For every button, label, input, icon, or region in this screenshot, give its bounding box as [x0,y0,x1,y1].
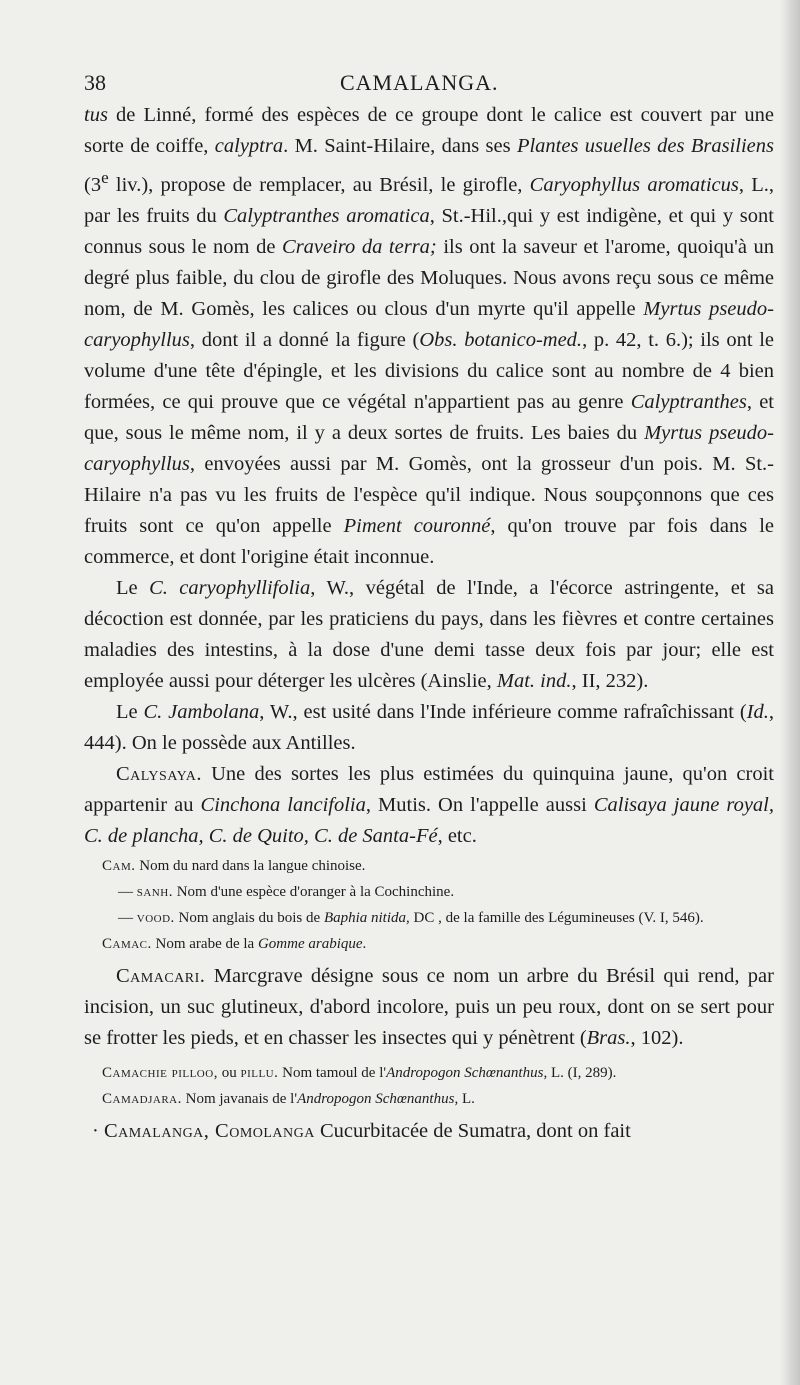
italic-text: Caryophyllus aromaticus [529,173,739,196]
italic-text: Calisaya jaune royal, C. de plancha, C. de Quito, C. de Santa-Fé [84,793,774,847]
entry-headword: Camachie pilloo, [102,1064,218,1081]
running-title: CAMALANGA. [340,70,499,95]
body-text: , L. (I, 289). [543,1064,617,1081]
body-text: , p. 42, t. 6.); ils ont le volume d'une tête d'épingle, et les divisions du calice sont au nombre de 4 bien formées, ce qui prouve que ce végétal n'appartient pas au genre [84,328,774,413]
paragraph-jambolana [84,697,774,759]
body-text: Nom javanais de l' [181,1090,298,1107]
entry-camwood [84,907,774,929]
body-text: Une des sortes les plus estimées du quinquina jaune, qu'on croit appartenir au [84,762,774,816]
body-text: Nom d'une espèce d'oranger à la Cochinchine. [172,883,455,900]
body-text: , Mutis. On l'appelle aussi [365,793,594,816]
italic-text: Myrtus pseudo-caryophyllus [84,297,774,351]
italic-text: Mat. ind. [496,669,572,692]
body-text: , 444). On le possède aux Antilles. [84,700,774,754]
body-text: , 102). [630,1026,684,1049]
body-text: , qu'on trouve par fois dans le commerce, et dont l'origine était inconnue. [84,514,774,568]
italic-text: calyptra [214,135,284,157]
body-text: Marcgrave désigne sous ce nom un arbre du Brésil qui rend, par incision, un suc glutineux, d'abord incolore, puis un peu roux, dont on se sert pour se frotter les pieds, et en chasser les insectes qui y pénètrent ( [84,964,774,1049]
body-text: , II, 232). [571,669,649,692]
body-text: (3 [84,173,102,196]
body-text: , L., par les fruits du [84,173,774,227]
italic-text: Obs. botanico-med. [419,328,583,351]
entry-headword: Camac. [102,935,152,952]
body-text: ou [217,1064,241,1081]
entry-headword: pillu. [240,1064,279,1081]
entry-camac [84,933,774,955]
body-text: Nom anglais du bois de [174,909,324,926]
entry-headword: Camadjara. [102,1090,182,1107]
body-text: de Linné, formé des espèces de ce groupe dont le calice est couvert par une sorte de coiffe, [84,104,774,157]
entry-headword: vood. [136,909,175,926]
italic-text: Gomme arabique [257,935,363,952]
entry-camalanga [84,1116,774,1147]
dash: — [118,909,137,926]
dash: — [118,883,137,900]
body-text: · [92,1119,104,1142]
entry-headword: Camacari. [116,964,206,987]
italic-text: Id. [746,700,769,723]
page-spine-shadow [780,0,800,1385]
body-text: , dont il a donné la figure ( [189,328,420,351]
page-body [84,100,774,1147]
italic-text: Myrtus pseudo-caryophyllus [84,421,774,475]
italic-text: Calyptranthes [630,390,747,413]
body-text: Nom du nard dans la langue chinoise. [135,857,366,874]
body-text: , St.-Hil.,qui y est indigène, et qui y sont connus sous le nom de [84,204,774,258]
italic-text: Piment couronné [343,514,491,537]
entry-camacari [84,961,774,1054]
entry-camachie-pilloo [84,1062,774,1084]
body-text: , DC , de la famille des Légumineuses (V. I, 546). [406,909,704,926]
italic-text: Cinchona lancifolia [200,793,366,816]
paragraph-calyptranthes [84,100,774,573]
body-text: ils ont la saveur et l'arome, quoiqu'à un degré plus faible, du clou de girofle des Moluques. Nous avons reçu sous ce même nom, de M. Gomès, les calices ou clous d'un myrte qu'il appelle [84,235,775,320]
paragraph-caryophyllifolia [84,573,774,697]
body-text: Le [116,576,150,599]
body-text: Le [116,700,144,723]
page-number: 38 [84,70,106,95]
body-text: , etc. [437,824,477,847]
body-text: Nom arabe de la [151,935,258,952]
body-text: , et que, sous le même nom, il y a deux sortes de fruits. Les baies du [84,390,775,444]
italic-text: C. Jambolana [143,700,260,723]
italic-text: C. caryophyllifolia [149,576,311,599]
body-text: liv.), propose de remplacer, au Brésil, le girofle, [108,173,530,196]
italic-text: Calyptranthes aromatica [223,204,430,227]
body-text: , envoyées aussi par M. Gomès, ont la grosseur d'un pois. M. St.-Hilaire n'a pas vu les fruits de l'espèce qu'il indique. Nous soupçonnons que ces fruits sont ce qu'on appelle [84,452,774,537]
body-text: , W., est usité dans l'Inde inférieure comme rafraîchissant ( [259,700,747,723]
entry-headword: Cam. [102,857,136,874]
italic-text: Baphia nitida [323,909,407,926]
superscript: e [101,168,109,187]
entry-headword: Camalanga, Comolanga [103,1119,315,1142]
entry-headword: Calysaya. [116,762,202,785]
body-text: . [362,935,367,952]
page-header [84,66,774,102]
entry-calysaya [84,759,774,852]
body-text: Nom tamoul de l' [278,1064,387,1081]
italic-text: Andropogon Schœnanthus [386,1064,544,1081]
italic-text: Plantes usuelles des Brasiliens [516,135,774,157]
body-text: , L. [454,1090,475,1107]
body-text: Cucurbitacée de Sumatra, dont on fait [314,1119,631,1142]
body-text: . M. Saint-Hilaire, dans ses [283,135,517,157]
italic-text: Craveiro da terra; [282,235,437,258]
entry-headword: sanh. [136,883,173,900]
italic-text: Andropogon Schœnanthus [297,1090,455,1107]
italic-text: tus [84,104,108,126]
entry-camadjara [84,1088,774,1110]
body-text: , W., végétal de l'Inde, a l'écorce astringente, et sa décoction est donnée, par les praticiens du pays, dans les fièvres et contre certaines maladies des intestins, à la dose d'une demi tasse deux fois par jour; elle est employée aussi pour déterger les ulcères (Ainslie, [84,576,775,692]
entry-camsanh [84,881,774,903]
italic-text: Bras. [586,1026,631,1049]
entry-cam [84,855,774,877]
